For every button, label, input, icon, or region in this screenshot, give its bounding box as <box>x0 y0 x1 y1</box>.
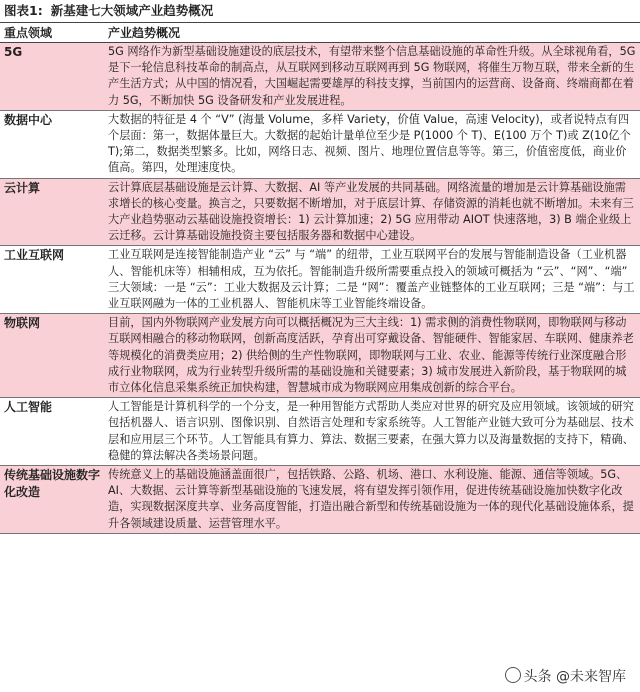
row-text: 工业互联网是连接智能制造产业 “云” 与 “端” 的纽带，工业互联网平台的发展与智能制造设备（工业机器人、智能机床等）相辅相成，互为依托。智能制造升级所需要重点投入的领域可概括为 “云”、“网”、“端” 三大领域：一是 “云”：工业大数据及云计算；二是 “网”：覆盖产业链整体的工业互联网；三是 “端”：与工业互联网融为一体的工业机器人、智能机床等工业智能终端设备。 <box>104 246 640 314</box>
table-row <box>0 314 640 398</box>
row-key: 数据中心 <box>0 110 104 178</box>
row-key: 5G <box>0 43 104 111</box>
row-text: 人工智能是计算机科学的一个分支，是一种用智能方式帮助人类应对世界的研究及应用领域。该领域的研究包括机器人、语言识别、图像识别、自然语言处理和专家系统等。人工智能产业链大致可分为基础层、技术层和应用层三个环节。人工智能具有算力、算法、数据三要素，在强大算力以及海量数据的支持下，精确、稳健的算法解决各类场景问题。 <box>104 398 640 466</box>
figure-title <box>0 0 640 23</box>
table-row <box>0 110 640 178</box>
row-text: 5G 网络作为新型基础设施建设的底层技术，有望带来整个信息基础设施的革命性升级。从全球视角看，5G 是下一轮信息科技革命的制高点，从互联网到移动互联网再到 5G 物联网，将催生万物互联，带来全新的生产生活方式；从中国的情况看，大国崛起需要雄厚的科技支撑，当前国内的运营商、设备商、终端商都在着力 5G，不断加快 5G 设备研发和产业发展进程。 <box>104 43 640 111</box>
header-trend: 产业趋势概况 <box>104 23 640 43</box>
watermark <box>498 666 630 686</box>
figure-title-text: 新基建七大领域产业趋势概况 <box>50 3 214 18</box>
table-row <box>0 178 640 246</box>
watermark-text: 头条 @未来智库 <box>523 669 626 685</box>
table-row <box>0 43 640 111</box>
row-text: 云计算底层基础设施是云计算、大数据、AI 等产业发展的共同基础。网络流量的增加是云计算基础设施需求增长的核心变量。换言之，只要数据不断增加，对于底层计算、存储资源的消耗也就不断增加。未来有三大产业趋势驱动云基础设施投资增长：1) 云计算加速；2) 5G 应用带动 AIOT 快速落地，3) B 端企业级上云迁移。云计算基础设施投资主要包括服务器和数据中心建设。 <box>104 178 640 246</box>
table-row <box>0 246 640 314</box>
header-field: 重点领域 <box>0 23 104 43</box>
watermark-logo-icon <box>505 667 521 683</box>
row-key: 工业互联网 <box>0 246 104 314</box>
row-text: 目前，国内外物联网产业发展方向可以概括概况为三大主线：1) 需求侧的消费性物联网，即物联网与移动互联网相融合的移动物联网，创新高度活跃，孕育出可穿戴设备、智能硬件、智能家居、车联网、健康养老等规模化的消费类应用；2) 供给侧的生产性物联网，即物联网与工业、农业、能源等传统行业深度融合形成行业物联网，成为行业转型升级所需的基础设施和关键要素；3) 城市发展进入新阶段，基于物联网的城市立体化信息采集系统正加快构建，智慧城市成为物联网应用集成创新的综合平台。 <box>104 314 640 398</box>
row-key: 物联网 <box>0 314 104 398</box>
row-key: 人工智能 <box>0 398 104 466</box>
row-key: 传统基础设施数字化改造 <box>0 466 104 534</box>
table-header-row <box>0 23 640 43</box>
row-text: 大数据的特征是 4 个 “V” (海量 Volume，多样 Variety，价值 Value，高速 Velocity)，或者说特点有四个层面：第一，数据体量巨大。大数据的起始计量单位至少是 P(1000 个 T)、E(100 万个 T)或 Z(10亿个 T);第二，数据类型繁多。比如，网络日志、视频、图片、地理位置信息等等。第三，价值密度低，商业价值高。第四，处理速度快。 <box>104 110 640 178</box>
row-text: 传统意义上的基础设施涵盖面很广，包括铁路、公路、机场、港口、水利设施、能源、通信等领域。5G、AI、大数据、云计算等新型基础设施的飞速发展，将有望发挥引领作用，促进传统基础设施加快数字化改造，实现数据深度共享、业务高度智能，打造出融合新型和传统基础设施为一体的现代化基础设施体系，提升各领域建设质量、运营管理水平。 <box>104 466 640 534</box>
table-row <box>0 398 640 466</box>
trend-table <box>0 23 640 534</box>
table-row <box>0 466 640 534</box>
row-key: 云计算 <box>0 178 104 246</box>
figure-label: 图表1: <box>4 3 43 18</box>
